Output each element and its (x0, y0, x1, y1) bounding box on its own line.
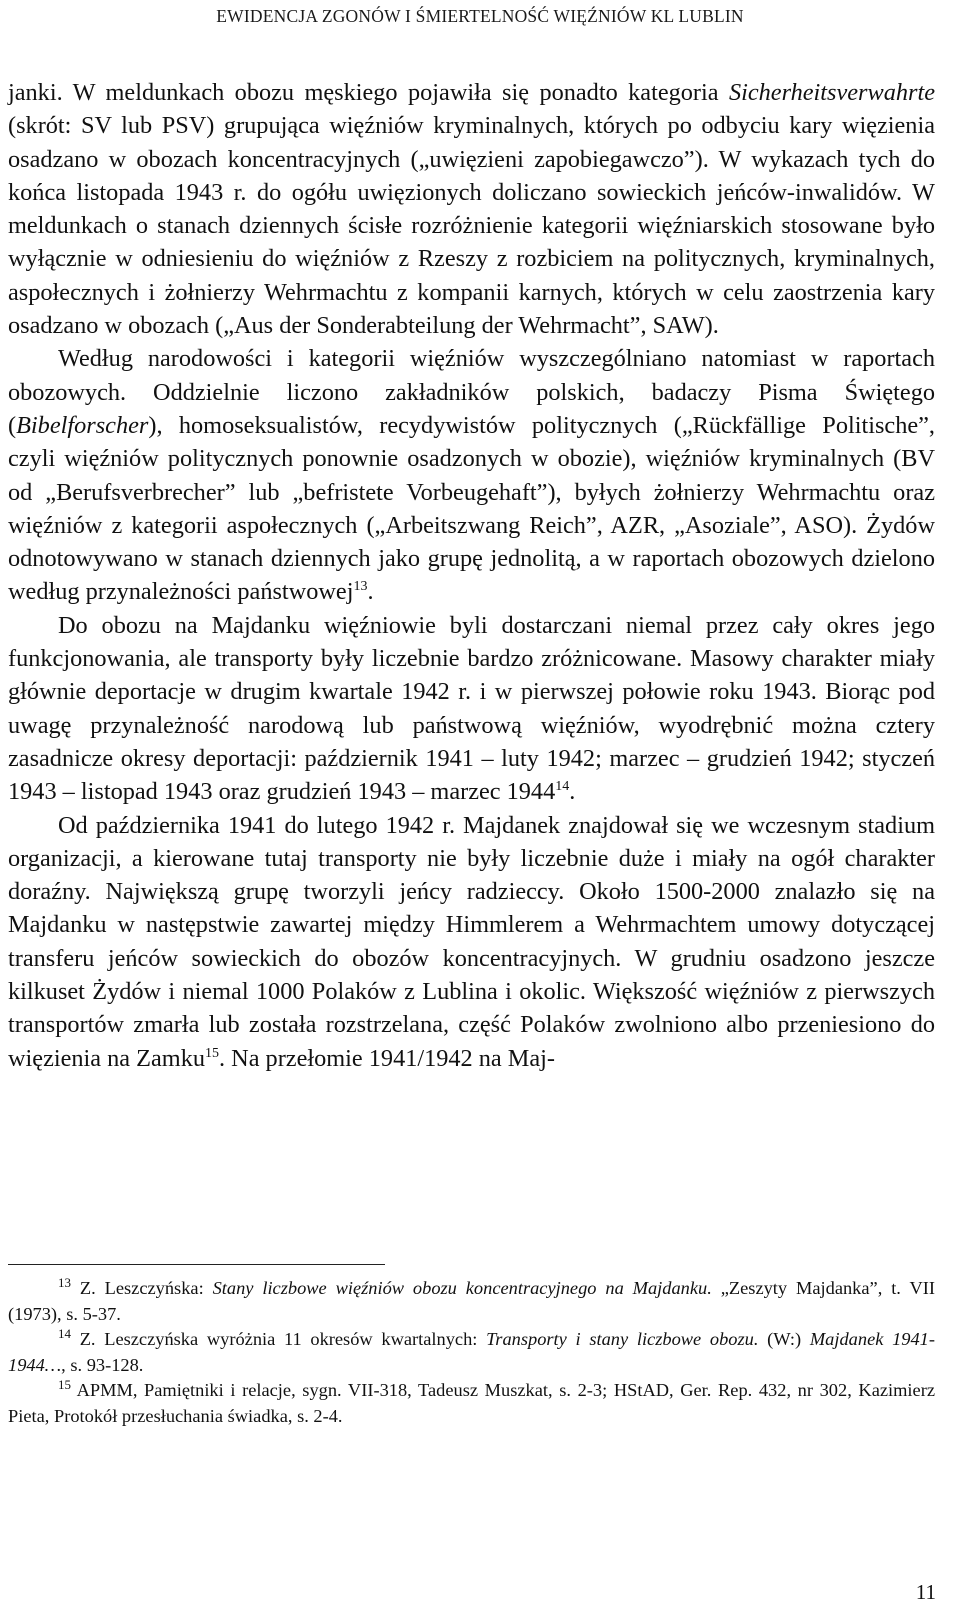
footnote-ref-14[interactable]: 14 (555, 779, 570, 795)
paragraph-4 (8, 809, 935, 1075)
paragraph-4-end: . Na przełomie 1941/1942 na Maj- (219, 1044, 556, 1072)
footnote-title: Stany liczbowe więźniów obozu koncentracyjnego na Majdanku. (212, 1278, 712, 1298)
paragraph-4-text: Od października 1941 do lutego 1942 r. Majdanek znajdował się we wczesnym stadium organizacji, a kierowane tutaj transporty nie były liczebnie duże i miały na ogół charakter doraźny. Największą grupę tworzyli jeńcy radzieccy. Około 1500-2000 znalazło się na Majdanku w następstwie zawartej między Himmlerem a Wehrmachtem umowy dotyczącej transferu jeńców sowieckich do obozów koncentracyjnych. W grudniu osadzono jeszcze kilkuset Żydów i niemal 1000 Polaków z Lublina i okolic. Większość więźniów z pierwszych transportów zmarła lub została rozstrzelana, część Polaków zwolniono albo przeniesiono do więzienia na Zamku (8, 811, 935, 1072)
footnote-text: Z. Leszczyńska wyróżnia 11 okresów kwartalnych: (71, 1329, 487, 1349)
term-sicherheitsverwahrte: Sicherheitsverwahrte (728, 79, 935, 106)
paragraph-3-end: . (569, 778, 576, 806)
paragraph-2-end: . (367, 578, 374, 606)
footnotes (8, 1276, 935, 1429)
footnote-number: 14 (58, 1326, 71, 1341)
running-header: EWIDENCJA ZGONÓW I ŚMIERTELNOŚĆ WIĘŹNIÓW KL LUBLIN (216, 6, 744, 26)
footnote-ref-13[interactable]: 13 (353, 579, 368, 595)
paragraph-2-text-cont: ), homoseksualistów, recydywistów politycznych („Rückfällige Politische”, czyli więźniów politycznych ponownie osadzonych w obozie), więźniów kryminalnych (BV od „Berufsverbrecher” lub „befristete Vorbeugehaft”), byłych żołnierzy Wehrmachtu oraz więźniów z kategorii aspołecznych („Arbeitszwang Reich”, AZR, „Asoziale”, ASO). Żydów odnotowywano w stanach dziennych jako grupę jednolitą, a w raportach obozowych dzielono według przynależności państwowej (8, 411, 935, 606)
paragraph-1-text-cont: (skrót: SV lub PSV) grupująca więźniów kryminalnych, których po odbyciu kary więzienia osadzano w obozach koncentracyjnych („uwięzieni zapobiegawczo”). W wykazach tych do końca listopada 1943 r. do ogółu uwięzionych doliczano sowieckich jeńców-inwalidów. W meldunkach o stanach dziennych ścisłe rozróżnienie kategorii więźniarskich stosowane było wyłącznie w odniesieniu do więźniów z Rzeszy z rozbiciem na politycznych, kryminalnych, aspołecznych i żołnierzy Wehrmachtu z kompanii karnych, których w celu zaostrzenia kary osadzano w obozach („Aus der Sonderabteilung der Wehrmacht”, SAW). (8, 112, 935, 340)
footnote-title: Transporty i stany liczbowe obozu. (486, 1329, 759, 1349)
footnote-text: Z. Leszczyńska: (71, 1278, 213, 1298)
paragraph-2 (8, 342, 935, 608)
footnote-text: „Zeszyty Majdanka”, t. VII (1973), s. 5-37. (8, 1278, 935, 1324)
paragraph-3-text: Do obozu na Majdanku więźniowie byli dostarczani niemal przez cały okres jego funkcjonowania, ale transporty były liczebnie bardzo zróżnicowane. Masowy charakter miały głównie deportacje w drugim kwartale 1942 r. i w pierwszej połowie roku 1943. Biorąc pod uwagę przynależność narodową lub państwową więźniów, wyodrębnić można cztery zasadnicze okresy deportacji: październik 1941 – luty 1942; marzec – grudzień 1942; styczeń 1943 – listopad 1943 oraz grudzień 1943 – marzec 1944 (8, 611, 935, 806)
footnote-number: 13 (58, 1275, 71, 1290)
paragraph-3 (8, 609, 935, 809)
paragraph-1-text: janki. W meldunkach obozu męskiego pojawiła się ponadto kategoria (8, 79, 729, 106)
term-bibelforscher: Bibelforscher (16, 411, 149, 439)
footnote-number: 15 (58, 1377, 71, 1392)
page-number: 11 (915, 1580, 936, 1604)
footnote-14 (8, 1327, 935, 1378)
paragraph-2-text: Według narodowości i kategorii więźniów wyszczególniano natomiast w raportach obozowych. Oddzielnie liczono zakładników polskich, badaczy Pisma Świętego ( (8, 345, 935, 439)
footnote-13 (8, 1276, 935, 1327)
footnote-15 (8, 1378, 935, 1429)
main-text (8, 76, 935, 1075)
footnote-ref-15[interactable]: 15 (205, 1045, 219, 1061)
footnote-separator (8, 1264, 385, 1265)
footnote-text: , s. 93-128. (61, 1354, 144, 1375)
footnote-text: APMM, Pamiętniki i relacje, sygn. VII-318, Tadeusz Muszkat, s. 2-3; HStAD, Ger. Rep. 432, nr 302, Kazimierz Pieta, Protokół przesłuchania świadka, s. 2-4. (8, 1380, 935, 1426)
paragraph-1 (8, 76, 935, 342)
footnote-text: (W:) (758, 1329, 810, 1349)
footnote-title: Majdanek 1941-1944… (8, 1329, 935, 1375)
